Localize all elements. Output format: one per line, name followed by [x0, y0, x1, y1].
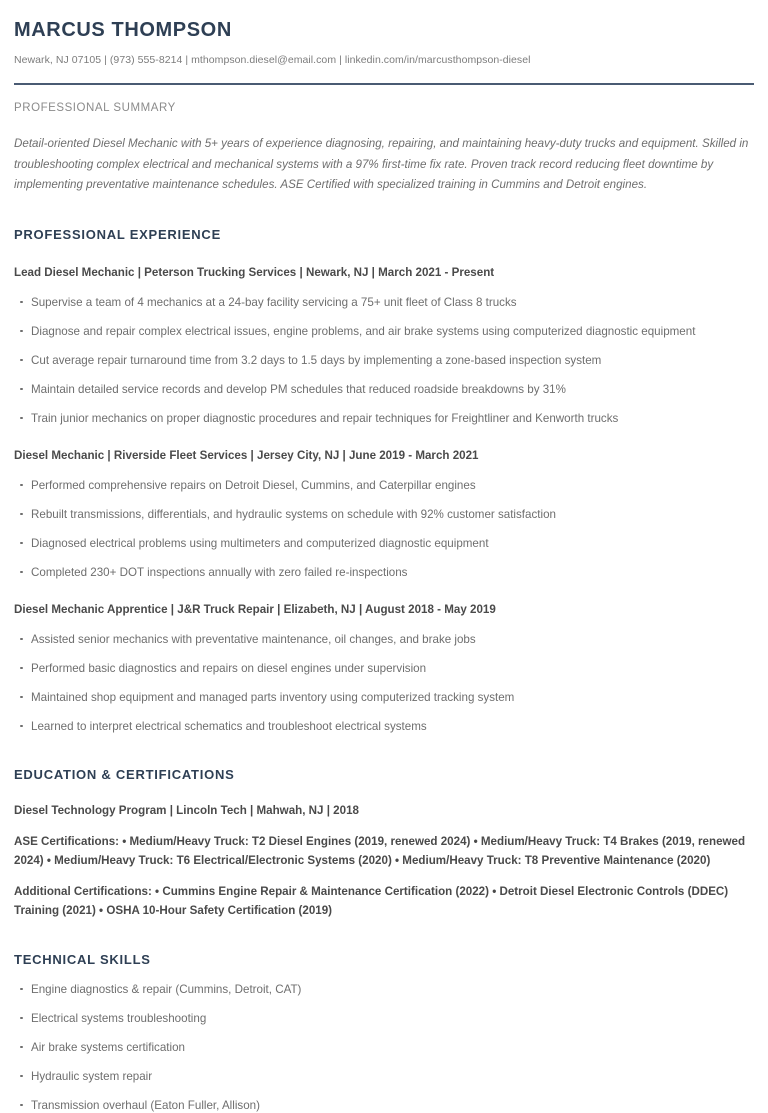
- skill-item: Electrical systems troubleshooting: [14, 1011, 754, 1026]
- contact-line: Newark, NJ 07105 | (973) 555-8214 | mthompson.diesel@email.com | linkedin.com/in/marcusthompson-diesel: [14, 54, 531, 66]
- job-bullet: Completed 230+ DOT inspections annually with zero failed re-inspections: [14, 565, 754, 580]
- section-heading-experience: PROFESSIONAL EXPERIENCE: [14, 226, 221, 242]
- additional-certifications: Additional Certifications: • Cummins Engine Repair & Maintenance Certification (2022) • Detroit Diesel Electronic Controls (DDEC) Training (2021) • OSHA 10-Hour Safety Certification (2019): [14, 884, 729, 917]
- job-bullet: Maintained shop equipment and managed parts inventory using computerized tracking system: [14, 690, 754, 705]
- section-education-certifications: [14, 766, 754, 920]
- section-professional-summary: [14, 101, 754, 196]
- job-bullet: Maintain detailed service records and develop PM schedules that reduced roadside breakdowns by 31%: [14, 382, 754, 397]
- job-bullet: Diagnosed electrical problems using multimeters and computerized diagnostic equipment: [14, 536, 754, 551]
- job-bullet: Diagnose and repair complex electrical issues, engine problems, and air brake systems using computerized diagnostic equipment: [14, 324, 754, 339]
- job-bullet: Train junior mechanics on proper diagnostic procedures and repair techniques for Freightliner and Kenworth trucks: [14, 411, 754, 426]
- job-bullet: Rebuilt transmissions, differentials, and hydraulic systems on schedule with 92% customer satisfaction: [14, 507, 754, 522]
- job-entry: [14, 265, 754, 426]
- section-heading-summary: PROFESSIONAL SUMMARY: [14, 102, 176, 114]
- job-bullet-list: [14, 478, 754, 580]
- job-bullet: Performed basic diagnostics and repairs on diesel engines under supervision: [14, 661, 754, 676]
- job-bullet: Learned to interpret electrical schematics and troubleshoot electrical systems: [14, 719, 754, 734]
- section-heading-education: EDUCATION & CERTIFICATIONS: [14, 766, 235, 782]
- section-technical-skills: [14, 951, 754, 1113]
- job-title: Diesel Mechanic | Riverside Fleet Services | Jersey City, NJ | June 2019 - March 2021: [14, 448, 479, 462]
- job-title: Diesel Mechanic Apprentice | J&R Truck Repair | Elizabeth, NJ | August 2018 - May 2019: [14, 602, 496, 616]
- skill-item: Hydraulic system repair: [14, 1069, 754, 1084]
- skill-item: Engine diagnostics & repair (Cummins, Detroit, CAT): [14, 982, 754, 997]
- job-bullet: Assisted senior mechanics with preventative maintenance, oil changes, and brake jobs: [14, 632, 754, 647]
- skill-item: Air brake systems certification: [14, 1040, 754, 1055]
- education-program: Diesel Technology Program | Lincoln Tech | Mahwah, NJ | 2018: [14, 803, 359, 817]
- job-entry: [14, 602, 754, 734]
- skills-list: [14, 982, 754, 1113]
- job-title: Lead Diesel Mechanic | Peterson Trucking Services | Newark, NJ | March 2021 - Present: [14, 265, 495, 279]
- job-entry: [14, 448, 754, 580]
- job-bullet-list: [14, 295, 754, 426]
- section-heading-skills: TECHNICAL SKILLS: [14, 951, 151, 967]
- header-divider: [14, 83, 754, 85]
- job-bullet: Cut average repair turnaround time from 3.2 days to 1.5 days by implementing a zone-based inspection system: [14, 353, 754, 368]
- candidate-name: MARCUS THOMPSON: [14, 19, 232, 41]
- job-bullet: Performed comprehensive repairs on Detroit Diesel, Cummins, and Caterpillar engines: [14, 478, 754, 493]
- ase-certifications: ASE Certifications: • Medium/Heavy Truck: T2 Diesel Engines (2019, renewed 2024) • Medium/Heavy Truck: T4 Brakes (2019, renewed 2024) • Medium/Heavy Truck: T6 Electrical/Electronic Systems (2020) • Medium/Heavy Truck: T8 Preventive Maintenance (2020): [14, 834, 746, 867]
- skill-item: Transmission overhaul (Eaton Fuller, Allison): [14, 1098, 754, 1113]
- job-bullet: Supervise a team of 4 mechanics at a 24-bay facility servicing a 75+ unit fleet of Class 8 trucks: [14, 295, 754, 310]
- section-professional-experience: [14, 226, 754, 734]
- summary-text: Detail-oriented Diesel Mechanic with 5+ years of experience diagnosing, repairing, and maintaining heavy-duty trucks and equipment. Skilled in troubleshooting complex electrical and mechanical systems with a 97% first-time fix rate. Proven track record reducing fleet downtime by implementing preventative maintenance schedules. ASE Certified with specialized training in Cummins and Detroit engines.: [14, 137, 749, 191]
- job-bullet-list: [14, 632, 754, 734]
